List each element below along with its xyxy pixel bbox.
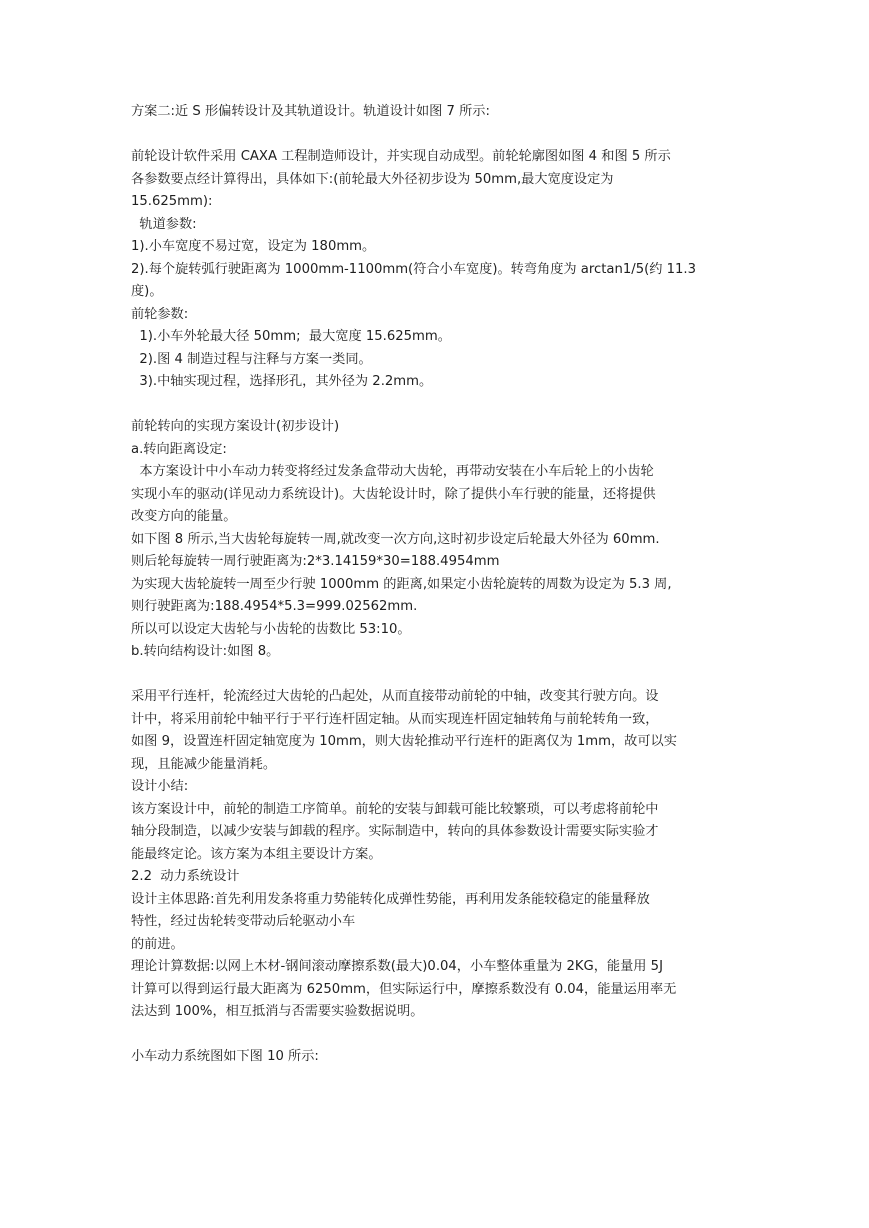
- text-line: 小车动力系统图如下图 10 所示:: [131, 1049, 319, 1064]
- blank-line: [131, 664, 743, 687]
- text-line: 方案二:近 S 形偏转设计及其轨道设计。轨道设计如图 7 所示:: [131, 104, 490, 119]
- text-line: 各参数要点经计算得出，具体如下:(前轮最大外径初步设为 50mm,最大宽度设定为: [131, 171, 614, 187]
- text-line: 前轮设计软件采用 CAXA 工程制造师设计，并实现自动成型。前轮轮廓图如图 4 和图 5 所示: [131, 149, 671, 164]
- blank-line: [131, 1024, 743, 1047]
- text-line: 前轮参数:: [131, 306, 189, 322]
- text-line: 该方案设计中，前轮的制造工序简单。前轮的安装与卸载可能比较繁琐，可以考虑将前轮中: [131, 801, 659, 817]
- text-line: 则后轮每旋转一周行驶距离为:2*3.14159*30=188.4954mm: [131, 554, 500, 569]
- text-line: 度)。: [131, 284, 163, 299]
- section-heading: 2.2 动力系统设计: [131, 869, 240, 884]
- text-line: 设计小结:: [131, 779, 189, 794]
- text-line: 理论计算数据:以网上木材-钢间滚动摩擦系数(最大)0.04，小车整体重量为 2KG，能量用 5J: [131, 959, 663, 974]
- text-line: 特性，经过齿轮转变带动后轮驱动小车: [131, 914, 356, 929]
- text-line: 1).小车外轮最大径 50mm; 最大宽度 15.625mm。: [131, 329, 451, 344]
- text-line: 2).每个旋转弧行驶距离为 1000mm-1100mm(符合小车宽度)。转弯角度为 arctan1/5(约 11.3: [131, 261, 696, 277]
- text-line: 如图 9，设置连杆固定轴宽度为 10mm，则大齿轮推动平行连杆的距离仅为 1mm，故可以实: [131, 734, 677, 749]
- text-line: 2).图 4 制造过程与注释与方案一类同。: [131, 351, 372, 367]
- text-line: 能最终定论。该方案为本组主要设计方案。: [131, 846, 382, 862]
- text-line: 轨道参数:: [131, 216, 197, 232]
- text-line: 法达到 100%，相互抵消与否需要实验数据说明。: [131, 1004, 424, 1019]
- text-line: 如下图 8 所示,当大齿轮每旋转一周,就改变一次方向,这时初步设定后轮最大外径为 60mm.: [131, 531, 660, 547]
- text-line: 3).中轴实现过程，选择形孔，其外径为 2.2mm。: [131, 374, 433, 389]
- blank-line: [131, 394, 743, 417]
- text-line: 的前进。: [131, 936, 184, 952]
- text-line: 采用平行连杆，轮流经过大齿轮的凸起处，从而直接带动前轮的中轴，改变其行驶方向。设: [131, 689, 659, 704]
- text-line: 改变方向的能量。: [131, 509, 237, 524]
- text-line: 轴分段制造，以减少安装与卸载的程序。实际制造中，转向的具体参数设计需要实际实验才: [131, 824, 659, 839]
- text-line: 则行驶距离为:188.4954*5.3=999.02562mm.: [131, 599, 418, 614]
- text-line: b.转向结构设计:如图 8。: [131, 644, 280, 659]
- section-heading: 前轮转向的实现方案设计(初步设计): [131, 419, 340, 434]
- text-line: 1).小车宽度不易过宽，设定为 180mm。: [131, 239, 376, 254]
- text-line: 所以可以设定大齿轮与小齿轮的齿数比 53:10。: [131, 621, 411, 637]
- text-line: 设计主体思路:首先利用发条将重力势能转化成弹性势能，再利用发条能较稳定的能量释放: [131, 891, 650, 907]
- text-line: 计中，将采用前轮中轴平行于平行连杆固定轴。从而实现连杆固定轴转角与前轮转角一致，: [131, 711, 659, 727]
- document-body: [131, 101, 743, 1069]
- blank-line: [131, 124, 743, 147]
- text-line: 计算可以得到运行最大距离为 6250mm，但实际运行中，摩擦系数没有 0.04，能量运用率无: [131, 981, 677, 997]
- text-line: 15.625mm):: [131, 194, 213, 209]
- text-line: 现，且能减少能量消耗。: [131, 756, 277, 772]
- text-line: 本方案设计中小车动力转变将经过发条盒带动大齿轮，再带动安装在小车后轮上的小齿轮: [131, 464, 654, 479]
- text-line: 为实现大齿轮旋转一周至少行驶 1000mm 的距离,如果定小齿轮旋转的周数为设定为 5.3 周,: [131, 576, 672, 592]
- text-line: a.转向距离设定:: [131, 441, 227, 457]
- text-line: 实现小车的驱动(详见动力系统设计)。大齿轮设计时，除了提供小车行驶的能量，还将提供: [131, 486, 656, 502]
